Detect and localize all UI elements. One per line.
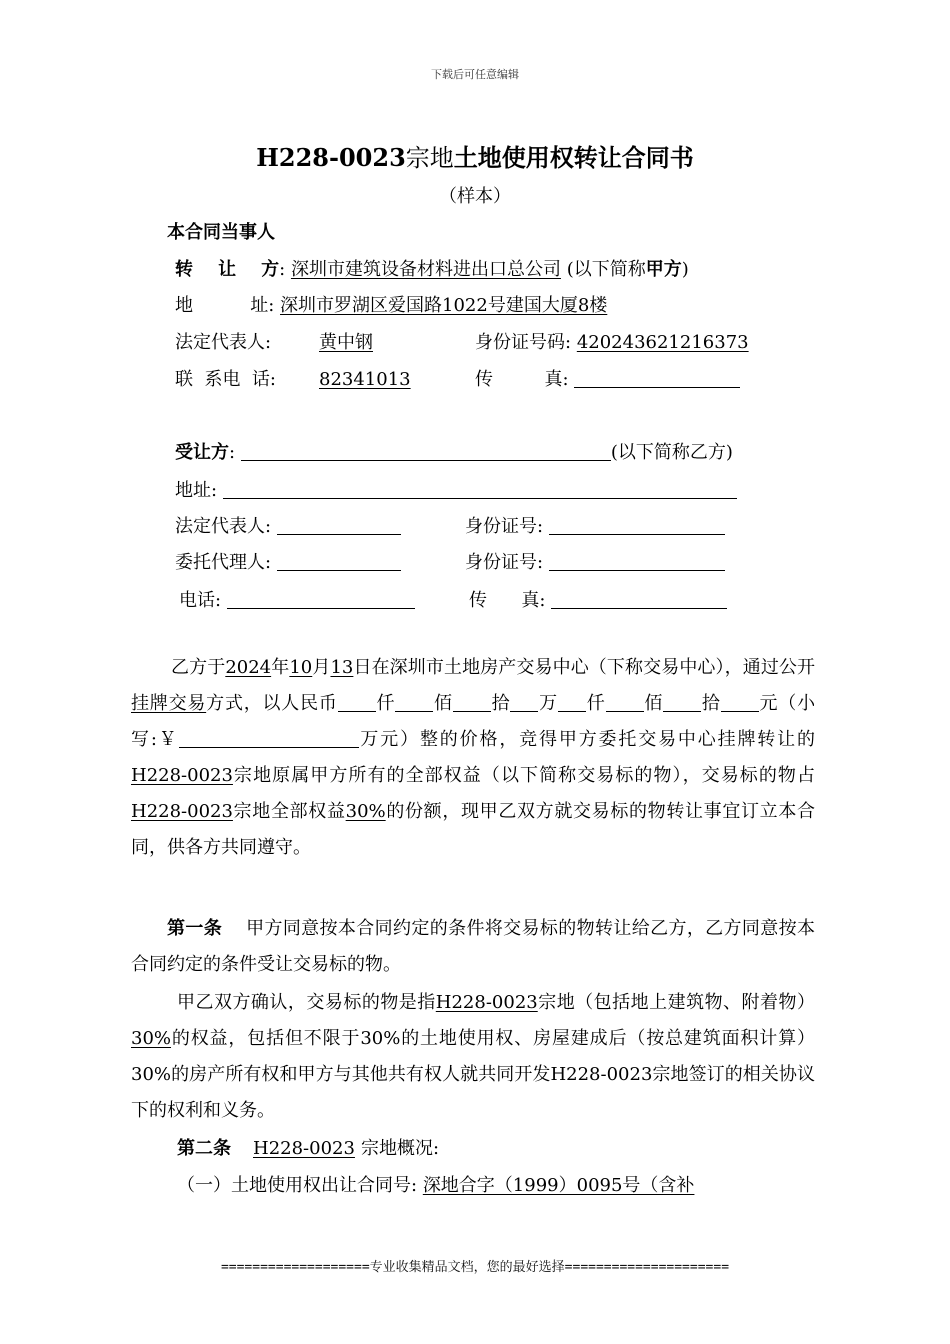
colon: : <box>269 369 276 390</box>
amount-blank[interactable] <box>453 691 491 712</box>
phone-value: 82341013 <box>319 369 411 390</box>
intro-month: 10 <box>289 657 313 678</box>
transferee-address-blank[interactable] <box>223 478 737 499</box>
agent-id-label: 身份证号 <box>465 552 537 573</box>
article1-pct: 30% <box>131 1028 172 1049</box>
legal-rep-value-wrap <box>319 330 389 356</box>
intro-text: 方式，以人民币 <box>206 693 338 714</box>
amount-blank[interactable] <box>510 691 538 712</box>
unit-shi: 拾 <box>490 693 511 714</box>
intro-text: 宗地全部权益 <box>232 801 346 822</box>
intro-text: 月 <box>312 657 331 678</box>
intro-text: 万元）整的价格，竞得甲方委托交易中心挂牌转让的 <box>358 729 815 750</box>
title-rest: 土地使用权转让合同书 <box>453 143 694 172</box>
fax-blank[interactable] <box>574 367 740 388</box>
intro-code: H228-0023 <box>131 801 233 822</box>
unit-wan: 万 <box>538 693 558 714</box>
phone-label-row <box>175 367 276 393</box>
amount-blank[interactable] <box>721 691 759 712</box>
colon: : <box>265 552 272 573</box>
legal-rep-value: 黄中钢 <box>319 332 373 353</box>
id-row <box>475 330 749 356</box>
colon: : <box>539 590 546 611</box>
alias-prefix: (以下简称 <box>566 259 646 280</box>
transferee-id-blank[interactable] <box>549 514 725 535</box>
transferee-label: 受让方 <box>175 442 229 463</box>
unit-qian: 仟 <box>585 693 606 714</box>
unit-yuan: 元 <box>758 693 779 714</box>
item1-label: （一）土地使用权出让合同号: <box>177 1175 418 1196</box>
unit-bai: 佰 <box>433 693 453 714</box>
colon: : <box>215 590 222 611</box>
transferee-address-label: 地址 <box>175 480 211 501</box>
transferor-row <box>175 257 689 283</box>
transferee-name-blank[interactable] <box>241 440 611 461</box>
colon: : <box>537 516 544 537</box>
phone-label: 联 系电 话 <box>175 369 270 390</box>
amount-blank[interactable] <box>338 691 376 712</box>
intro-text: 宗地原属甲方所有的全部权益（以下简称交易标的物），交易标的物占 <box>232 765 815 786</box>
unit-shi: 拾 <box>701 693 721 714</box>
transferee-address-row <box>175 478 737 504</box>
article1-text: 甲乙双方确认，交易标的物是指 <box>177 992 436 1013</box>
legal-rep-label-row <box>175 330 271 356</box>
article1-code: H228-0023 <box>435 992 538 1013</box>
transferee-phone-blank[interactable] <box>227 588 415 609</box>
legal-rep-label: 法定代表人 <box>175 332 265 353</box>
colon: : <box>565 332 572 353</box>
article2-item1 <box>177 1173 694 1199</box>
phone-value-wrap <box>319 367 411 393</box>
article2-code: H228-0023 <box>253 1138 355 1159</box>
transferee-fax-blank[interactable] <box>551 588 727 609</box>
title-code: H228-0023 <box>256 143 406 172</box>
article1-text: 甲方同意按本合同约定的条件将交易标的物转让给乙方，乙方同意按本合同约定的条件受让交易标的物。 <box>131 918 815 975</box>
transferor-label: 转 让 方 <box>175 259 280 280</box>
colon: : <box>265 332 272 353</box>
intro-paragraph <box>131 650 815 866</box>
article1-paragraph2 <box>131 985 815 1129</box>
unit-qian: 仟 <box>375 693 396 714</box>
transferee-id-row <box>465 514 725 540</box>
page-title <box>0 138 950 173</box>
intro-text: （小写:￥ <box>131 693 816 750</box>
intro-text: 的份额，现甲乙双方就交易标的物转让事宜订立本合同，供各方共同遵守。 <box>131 801 816 858</box>
fax-label: 传 真 <box>475 369 563 390</box>
unit-bai: 佰 <box>643 693 664 714</box>
amount-blank[interactable] <box>558 691 586 712</box>
agent-blank[interactable] <box>277 550 401 571</box>
transferee-fax-row <box>469 588 727 614</box>
colon: : <box>268 295 275 316</box>
transferee-rep-blank[interactable] <box>277 514 401 535</box>
subtitle: （样本） <box>439 186 511 207</box>
article1-text: 的权益，包括但不限于30%的土地使用权、房屋建成后（按总建筑面积计算）30%的房产所有权和甲方与其他共有权人就共同开发H228-0023宗地签订的相关协议下的权利和义务。 <box>131 1028 815 1121</box>
colon: : <box>229 442 236 463</box>
id-value: 420243621216373 <box>576 332 749 353</box>
transferee-phone-row <box>179 588 415 614</box>
transferee-alias: (以下简称乙方) <box>610 442 733 463</box>
article1-text: 宗地（包括地上建筑物、附着物） <box>537 992 815 1013</box>
alias-suffix: ) <box>681 259 689 280</box>
intro-code: H228-0023 <box>131 765 233 786</box>
transferee-row <box>175 440 733 466</box>
transferor-name: 深圳市建筑设备材料进出口总公司 <box>290 259 561 280</box>
alias-party-a: 甲方 <box>645 259 682 280</box>
intro-text: 日在深圳市土地房产交易中心（下称交易中心），通过公开 <box>353 657 816 678</box>
fax-row <box>475 367 740 393</box>
intro-text: 年 <box>271 657 290 678</box>
transferee-fax-label: 传 真 <box>469 590 540 611</box>
header-note: 下载后可任意编辑 <box>431 68 519 81</box>
amount-blank[interactable] <box>663 691 701 712</box>
transferee-id-label: 身份证号 <box>465 516 537 537</box>
intro-day: 13 <box>330 657 354 678</box>
article1-paragraph <box>131 911 815 983</box>
intro-method: 挂牌交易 <box>131 693 207 714</box>
intro-text: 乙方于 <box>171 657 226 678</box>
agent-label: 委托代理人 <box>175 552 265 573</box>
amount-figure-blank[interactable] <box>179 727 359 748</box>
footer-note: ===================专业收集精品文档，您的最好选择===================== <box>220 1260 730 1275</box>
transferee-rep-row <box>175 514 401 540</box>
item1-value: 深地合字（1999）0095号（含补 <box>422 1175 695 1196</box>
transferee-rep-label: 法定代表人 <box>175 516 265 537</box>
transferor-address-row <box>175 293 653 319</box>
address-label: 地 址 <box>175 295 269 316</box>
agent-row <box>175 550 401 576</box>
amount-blank[interactable] <box>606 691 644 712</box>
intro-year: 2024 <box>225 657 272 678</box>
agent-id-row <box>465 550 725 576</box>
transferor-address: 深圳市罗湖区爱国路1022号建国大厦8楼 <box>280 295 608 316</box>
intro-pct: 30% <box>345 801 386 822</box>
article2-heading: 第二条 <box>177 1138 231 1159</box>
colon: : <box>211 480 218 501</box>
amount-blank[interactable] <box>395 691 433 712</box>
parties-heading: 本合同当事人 <box>167 222 275 243</box>
article2-row <box>177 1136 439 1162</box>
title-word: 宗地 <box>405 144 454 172</box>
article2-text: 宗地概况: <box>360 1138 440 1159</box>
colon: : <box>279 259 286 280</box>
article1-heading: 第一条 <box>167 918 223 939</box>
colon: : <box>562 369 569 390</box>
agent-id-blank[interactable] <box>549 550 725 571</box>
colon: : <box>265 516 272 537</box>
id-label: 身份证号码 <box>475 332 565 353</box>
colon: : <box>537 552 544 573</box>
transferee-phone-label: 电话 <box>179 590 215 611</box>
